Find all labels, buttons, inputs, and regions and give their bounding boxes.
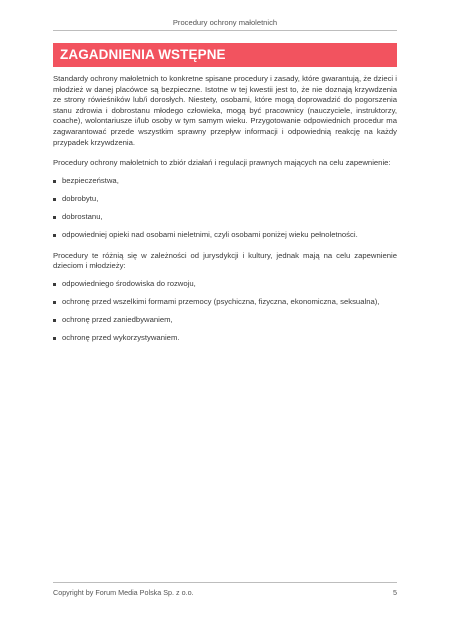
bullet-icon bbox=[53, 301, 56, 304]
bullet-icon bbox=[53, 234, 56, 237]
list-item bbox=[53, 176, 397, 187]
child-protection-list bbox=[53, 279, 397, 344]
jurisdiction-paragraph: Procedury te różnią się w zależności od jurysdykcji i kultury, jednak mają na celu zapewnienie dzieciom i młodzieży: bbox=[53, 250, 397, 271]
list-item bbox=[53, 315, 397, 326]
footer-copyright: Copyright by Forum Media Polska Sp. z o.o. bbox=[53, 588, 194, 597]
list-item-text: dobrobytu, bbox=[62, 193, 99, 203]
list-item bbox=[53, 297, 397, 308]
list-item-text: ochronę przed wszelkimi formami przemocy (psychiczna, fizyczna, ekonomiczna, seksualna), bbox=[62, 296, 380, 306]
header-divider bbox=[53, 30, 397, 31]
list-item-text: ochronę przed zaniedbywaniem, bbox=[62, 315, 173, 324]
list-item-text: bezpieczeństwa, bbox=[62, 175, 119, 185]
list-item-text: odpowiedniej opieki nad osobami nieletnimi, czyli osobami poniżej wieku pełnoletności. bbox=[62, 230, 358, 240]
running-header-title: Procedury ochrony małoletnich bbox=[172, 18, 278, 27]
list-item bbox=[53, 279, 397, 290]
bullet-icon bbox=[53, 283, 56, 286]
bullet-icon bbox=[53, 319, 56, 322]
page-number: 5 bbox=[393, 588, 397, 597]
footer-divider bbox=[53, 582, 397, 583]
page-content bbox=[53, 74, 397, 351]
list-item bbox=[53, 194, 397, 205]
protection-goals-list bbox=[53, 176, 397, 241]
intro-paragraph: Standardy ochrony małoletnich to konkretne spisane procedury i zasady, które gwarantują, że dzieci i młodzież w danej placówce są bezpieczne. Istotne w tej kwestii jest to, że nie doznają krzywdzenia ze strony rówieśników lub/i dorosłych. Niestety, osobami, które mogą doprowadzić do pogorszenia stanu zdrowia i dobrostanu młodego człowieka, mogą być pracownicy (nauczyciele, instruktorzy, coache), wolontariusze i/lub osoby w tym samym wieku. Przygotowanie odpowiednich procedur ma zagwarantować przede wszystkim sprawny przepływ informacji i odpowiednią reakcję na każdy przypadek krzywdzenia. bbox=[53, 74, 397, 147]
list-item-text: dobrostanu, bbox=[62, 211, 103, 221]
list-item-text: ochronę przed wykorzystywaniem. bbox=[62, 333, 180, 343]
list-intro-paragraph: Procedury ochrony małoletnich to zbiór działań i regulacji prawnych mających na celu zapewnienie: bbox=[53, 158, 391, 168]
section-banner bbox=[53, 43, 397, 67]
list-item bbox=[53, 230, 397, 241]
bullet-icon bbox=[53, 216, 56, 219]
list-item bbox=[53, 212, 397, 223]
bullet-icon bbox=[53, 337, 56, 340]
bullet-icon bbox=[53, 198, 56, 201]
list-item bbox=[53, 333, 397, 344]
list-item-text: odpowiedniego środowiska do rozwoju, bbox=[62, 278, 196, 288]
bullet-icon bbox=[53, 180, 56, 183]
section-title: ZAGADNIENIA WSTĘPNE bbox=[60, 47, 226, 62]
